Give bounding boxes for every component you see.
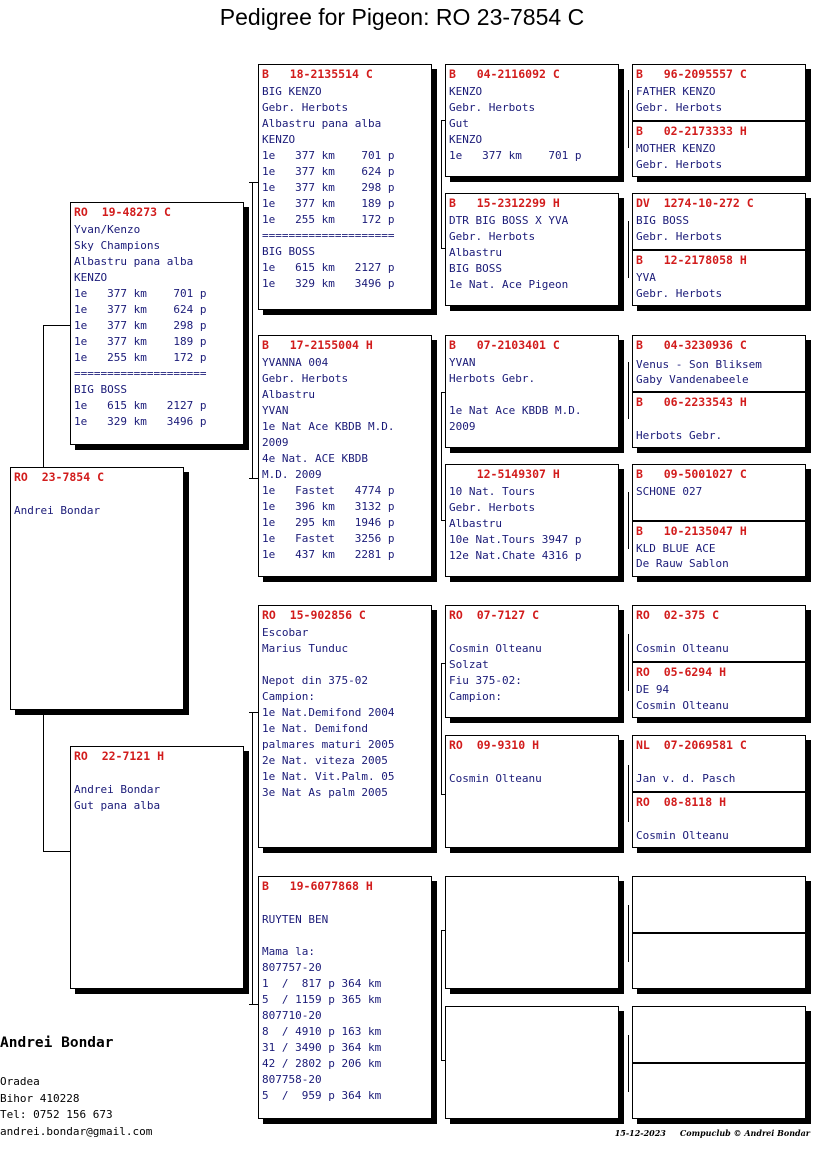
pigeon-detail-line: YVAN (262, 404, 289, 417)
pigeon-detail-line: YVANNA 004 (262, 356, 329, 369)
pigeon-detail-line: M.D. 2009 (262, 468, 322, 481)
pigeon-detail-line: Cosmin Olteanu (636, 642, 729, 655)
ring-number: RO 08-8118 H (636, 795, 727, 809)
pigeon-details (449, 84, 616, 164)
pigeon-detail-line: 1e 255 km 172 p (74, 351, 207, 364)
connector-line (249, 712, 258, 713)
ring-number: RO 15-902856 C (262, 608, 366, 622)
pigeon-card-gen4-empty (632, 876, 806, 933)
ring-number: RO 02-375 C (636, 608, 720, 622)
footer (601, 1128, 810, 1138)
pigeon-detail-line: Yvan/Kenzo (74, 223, 141, 236)
pigeon-detail-line: Jan v. d. Pasch (636, 772, 736, 785)
pigeon-card-gen3-4 (445, 464, 619, 577)
pigeon-detail-line: Gebr. Herbots (636, 101, 723, 114)
pigeon-detail-line (636, 755, 803, 771)
pigeon-detail-line: 1e 615 km 2127 p (262, 261, 395, 274)
pigeon-detail-line: 42 / 2802 p 206 km (262, 1057, 382, 1070)
pigeon-detail-line: 1e 377 km 189 p (262, 197, 395, 210)
pigeon-detail-line: 1e 377 km 701 p (74, 287, 207, 300)
pigeon-detail-line: Andrei Bondar (14, 504, 101, 517)
ring-number: DV 1274-10-272 C (636, 196, 754, 210)
pigeon-detail-line: 8 / 4910 p 163 km (262, 1025, 382, 1038)
ring-number: NL 07-2069581 C (636, 738, 747, 752)
pigeon-detail-line: SCHONE 027 (636, 485, 703, 498)
pigeon-detail-line: Gaby Vandenabeele (636, 373, 749, 386)
pigeon-detail-line: 1e Nat Ace KBDB M.D. (449, 404, 582, 417)
pigeon-card-gen4-4 (632, 250, 806, 306)
page-title: Pedigree for Pigeon: RO 23-7854 C (219, 4, 585, 30)
pigeon-detail-line (449, 755, 616, 771)
pigeon-detail-line: 1e Nat.Demifond 2004 (262, 706, 395, 719)
pigeon-detail-line: Cosmin Olteanu (449, 772, 542, 785)
pigeon-details (449, 755, 616, 787)
pigeon-detail-line: 1e Nat. Ace Pigeon (449, 278, 569, 291)
pigeon-card-subject (10, 467, 184, 710)
pigeon-detail-line: 1e 615 km 2127 p (74, 399, 207, 412)
pigeon-detail-line: De Rauw Sablon (636, 557, 729, 570)
pigeon-card-gen4-10 (632, 662, 806, 718)
pigeon-detail-line: Gebr. Herbots (262, 101, 349, 114)
pigeon-detail-line: FATHER KENZO (636, 85, 716, 98)
pigeon-details (636, 755, 803, 787)
pigeon-detail-line: RUYTEN BEN (262, 913, 329, 926)
pigeon-details (636, 625, 803, 657)
ring-number: B 96-2095557 C (636, 67, 747, 81)
pigeon-card-granddam-maternal (258, 876, 432, 1119)
connector-line (252, 712, 253, 1004)
pigeon-detail-line: KENZO (262, 133, 296, 146)
pigeon-detail-line: Gebr. Herbots (449, 101, 536, 114)
pigeon-detail-line: Marius Tunduc (262, 642, 349, 655)
pigeon-card-gen3-3 (445, 335, 619, 448)
connector-line (441, 392, 442, 520)
pigeon-detail-line (262, 657, 429, 673)
pigeon-detail-line: ==================== (74, 367, 207, 380)
pigeon-card-gen4-11 (632, 735, 806, 792)
pigeon-detail-line: 5 / 1159 p 365 km (262, 993, 382, 1006)
pigeon-detail-line (262, 896, 429, 912)
pigeon-detail-line: Albastru pana alba (262, 117, 382, 130)
pigeon-card-gen4-12 (632, 792, 806, 848)
pigeon-details (636, 141, 803, 173)
pigeon-detail-line: Campion: (262, 690, 315, 703)
connector-line (628, 221, 629, 278)
pigeon-detail-line: 1e 377 km 298 p (74, 319, 207, 332)
pigeon-detail-line: Sky Champions (74, 239, 161, 252)
pigeon-detail-line: Gebr. Herbots (636, 158, 723, 171)
pigeon-card-gen4-7 (632, 464, 806, 521)
address-city: Oradea (0, 1075, 40, 1088)
pigeon-details (636, 412, 803, 444)
connector-line (628, 1035, 629, 1092)
connector-line (441, 120, 442, 248)
pigeon-detail-line: KENZO (449, 133, 483, 146)
connector-line (441, 663, 442, 794)
connector-line (43, 325, 44, 467)
print-date: 15-12-2023 (614, 1128, 666, 1138)
pigeon-details (636, 213, 803, 245)
pigeon-detail-line: Cosmin Olteanu (449, 642, 542, 655)
pigeon-detail-line: 1e Fastet 3256 p (262, 532, 395, 545)
pigeon-details (636, 484, 803, 500)
pigeon-detail-line (262, 928, 429, 944)
pigeon-detail-line: 5 / 959 p 364 km (262, 1089, 382, 1102)
pigeon-detail-line (14, 487, 181, 503)
pigeon-details (449, 625, 616, 705)
pigeon-detail-line: 2e Nat. viteza 2005 (262, 754, 388, 767)
pigeon-detail-line: KENZO (449, 85, 483, 98)
pigeon-detail-line: 1e Nat. Demifond (262, 722, 368, 735)
connector-line (628, 634, 629, 691)
pigeon-detail-line (74, 766, 241, 782)
pigeon-detail-line (636, 412, 803, 428)
pigeon-detail-line: 10e Nat.Tours 3947 p (449, 533, 582, 546)
pigeon-card-gen3-empty (445, 876, 619, 989)
pigeon-detail-line: 807758-20 (262, 1073, 322, 1086)
pigeon-detail-line: Gebr. Herbots (262, 372, 349, 385)
pigeon-details (636, 357, 803, 387)
pigeon-detail-line: 1e 377 km 298 p (262, 181, 395, 194)
pigeon-detail-line: 1e 329 km 3496 p (74, 415, 207, 428)
pigeon-detail-line: Albastru (449, 246, 502, 259)
pigeon-details (74, 222, 241, 430)
pigeon-detail-line: 807757-20 (262, 961, 322, 974)
pigeon-detail-line (636, 812, 803, 828)
pigeon-detail-line: Solzat (449, 658, 489, 671)
connector-line (249, 478, 258, 479)
pigeon-detail-line: 12e Nat.Chate 4316 p (449, 549, 582, 562)
pigeon-detail-line: BIG BOSS (449, 262, 502, 275)
pigeon-card-gen4-empty (632, 1006, 806, 1063)
pigeon-details (449, 355, 616, 435)
pigeon-detail-line: 1e 377 km 701 p (262, 149, 395, 162)
pigeon-details (636, 541, 803, 571)
connector-line (628, 905, 629, 962)
pigeon-detail-line: Gebr. Herbots (636, 230, 723, 243)
pigeon-detail-line: 1e Fastet 4774 p (262, 484, 395, 497)
ring-number: RO 23-7854 C (14, 470, 105, 484)
connector-line (249, 1004, 258, 1005)
pigeon-card-gen4-6 (632, 392, 806, 448)
pigeon-detail-line: KENZO (74, 271, 108, 284)
pigeon-detail-line: Albastru pana alba (74, 255, 194, 268)
ring-number: B 04-2116092 C (449, 67, 560, 81)
pigeon-details (262, 84, 429, 292)
connector-line (43, 325, 70, 326)
pigeon-detail-line: Gut pana alba (74, 799, 161, 812)
pigeon-card-gen4-2 (632, 121, 806, 177)
pigeon-detail-line: Venus - Son Bliksem (636, 358, 762, 371)
pigeon-card-gen4-9 (632, 605, 806, 662)
pigeon-details (262, 355, 429, 563)
pigeon-detail-line: 1e Nat. Vit.Palm. 05 (262, 770, 395, 783)
pigeon-card-gen3-1 (445, 64, 619, 177)
pigeon-detail-line: DE 94 (636, 683, 670, 696)
connector-line (43, 714, 44, 851)
ring-number: RO 05-6294 H (636, 665, 727, 679)
pigeon-detail-line: 3e Nat As palm 2005 (262, 786, 388, 799)
pigeon-card-gen3-2 (445, 193, 619, 306)
breeder-name: Andrei Bondar (0, 1035, 114, 1051)
ring-number: RO 22-7121 H (74, 749, 165, 763)
email-address: andrei.bondar@gmail.com (0, 1124, 153, 1138)
pigeon-detail-line (636, 625, 803, 641)
connector-line (628, 765, 629, 822)
pigeon-detail-line: 1e 377 km 624 p (74, 303, 207, 316)
ring-number: B 02-2173333 H (636, 124, 747, 138)
pigeon-card-gen4-1 (632, 64, 806, 121)
pigeon-card-gen3-5 (445, 605, 619, 718)
pigeon-detail-line: 1e 377 km 624 p (262, 165, 395, 178)
pigeon-detail-line (449, 387, 616, 403)
pigeon-detail-line: palmares maturi 2005 (262, 738, 395, 751)
pigeon-detail-line: 1e 255 km 172 p (262, 213, 395, 226)
pigeon-detail-line: MOTHER KENZO (636, 142, 716, 155)
ring-number: RO 07-7127 C (449, 608, 540, 622)
ring-number: B 06-2233543 H (636, 395, 747, 409)
pigeon-detail-line: 1e 437 km 2281 p (262, 548, 395, 561)
pigeon-detail-line: 31 / 3490 p 364 km (262, 1041, 382, 1054)
pigeon-detail-line: Cosmin Olteanu (636, 829, 729, 842)
phone-number: Tel: 0752 156 673 (0, 1108, 113, 1121)
pigeon-card-grandsire-maternal (258, 605, 432, 848)
ring-number: RO 09-9310 H (449, 738, 540, 752)
pigeon-detail-line: KLD BLUE ACE (636, 542, 716, 555)
pigeon-detail-line: 2009 (262, 436, 289, 449)
pigeon-detail-line: 1e 396 km 3132 p (262, 500, 395, 513)
pigeon-detail-line: Campion: (449, 690, 502, 703)
ring-number: B 18-2135514 C (262, 67, 373, 81)
pigeon-detail-line: BIG KENZO (262, 85, 322, 98)
connector-line (252, 182, 253, 478)
pigeon-detail-line: Fiu 375-02: (449, 674, 522, 687)
pigeon-detail-line: Nepot din 375-02 (262, 674, 368, 687)
connector-line (249, 182, 258, 183)
ring-number: B 04-3230936 C (636, 338, 747, 352)
ring-number: 12-5149307 H (449, 467, 560, 481)
pigeon-details (636, 270, 803, 302)
pigeon-detail-line: Gebr. Herbots (449, 230, 536, 243)
pigeon-detail-line: 807710-20 (262, 1009, 322, 1022)
pigeon-detail-line: BIG BOSS (74, 383, 127, 396)
pigeon-details (449, 213, 616, 293)
pigeon-card-dam (70, 746, 244, 989)
pigeon-detail-line: 1e 329 km 3496 p (262, 277, 395, 290)
pigeon-card-gen4-3 (632, 193, 806, 250)
pigeon-card-gen3-empty (445, 1006, 619, 1119)
pigeon-card-gen3-6 (445, 735, 619, 848)
pigeon-details (14, 487, 181, 519)
pigeon-details (449, 484, 616, 564)
connector-line (628, 492, 629, 549)
pigeon-detail-line: Andrei Bondar (74, 783, 161, 796)
ring-number: B 19-6077868 H (262, 879, 373, 893)
ring-number: B 09-5001027 C (636, 467, 747, 481)
pigeon-detail-line: Cosmin Olteanu (636, 699, 729, 712)
ring-number: B 07-2103401 C (449, 338, 560, 352)
pigeon-detail-line: Albastru (449, 517, 502, 530)
pigeon-detail-line: 4e Nat. ACE KBDB (262, 452, 368, 465)
pigeon-details (636, 812, 803, 844)
pigeon-detail-line: Mama la: (262, 945, 315, 958)
ring-number: RO 19-48273 C (74, 205, 171, 219)
pigeon-details (74, 766, 241, 814)
pigeon-detail-line (449, 625, 616, 641)
pigeon-card-gen4-empty (632, 933, 806, 989)
address-region: Bihor 410228 (0, 1091, 80, 1105)
pigeon-detail-line: YVAN (449, 356, 476, 369)
pigeon-detail-line: Gebr. Herbots (449, 501, 536, 514)
pigeon-detail-line: 1 / 817 p 364 km (262, 977, 382, 990)
pigeon-detail-line: DTR BIG BOSS X YVA (449, 214, 569, 227)
pigeon-detail-line: BIG BOSS (262, 245, 315, 258)
pigeon-detail-line: Gut (449, 117, 469, 130)
ring-number: B 15-2312299 H (449, 196, 560, 210)
pigeon-detail-line: 2009 (449, 420, 476, 433)
pigeon-card-gen4-8 (632, 521, 806, 577)
pigeon-card-sire (70, 202, 244, 445)
pigeon-card-grandsire-paternal (258, 64, 432, 310)
connector-line (441, 930, 442, 1060)
pigeon-card-granddam-paternal (258, 335, 432, 577)
connector-line (628, 90, 629, 148)
pigeon-details (636, 682, 803, 714)
pigeon-detail-line: BIG BOSS (636, 214, 689, 227)
pigeon-detail-line: 1e 377 km 701 p (449, 149, 582, 162)
pigeon-detail-line: 1e 377 km 189 p (74, 335, 207, 348)
connector-line (628, 362, 629, 419)
ring-number: B 12-2178058 H (636, 253, 747, 267)
breeder-address (0, 1074, 152, 1140)
pigeon-detail-line: Albastru (262, 388, 315, 401)
pigeon-card-gen4-5 (632, 335, 806, 392)
pigeon-detail-line: 1e Nat Ace KBDB M.D. (262, 420, 395, 433)
connector-line (43, 851, 70, 852)
ring-number: B 17-2155004 H (262, 338, 373, 352)
pigeon-detail-line: ==================== (262, 229, 395, 242)
pigeon-detail-line: 10 Nat. Tours (449, 485, 536, 498)
copyright: Compuclub © Andrei Bondar (679, 1128, 810, 1138)
pigeon-detail-line: YVA (636, 271, 656, 284)
pigeon-detail-line: Herbots Gebr. (449, 372, 536, 385)
pigeon-card-gen4-empty (632, 1063, 806, 1119)
pigeon-details (262, 625, 429, 801)
pigeon-details (262, 896, 429, 1104)
pigeon-detail-line: Herbots Gebr. (636, 429, 723, 442)
ring-number: B 10-2135047 H (636, 524, 747, 538)
pigeon-detail-line: 1e 295 km 1946 p (262, 516, 395, 529)
pigeon-detail-line: Escobar (262, 626, 309, 639)
pigeon-details (636, 84, 803, 116)
pigeon-detail-line: Gebr. Herbots (636, 287, 723, 300)
